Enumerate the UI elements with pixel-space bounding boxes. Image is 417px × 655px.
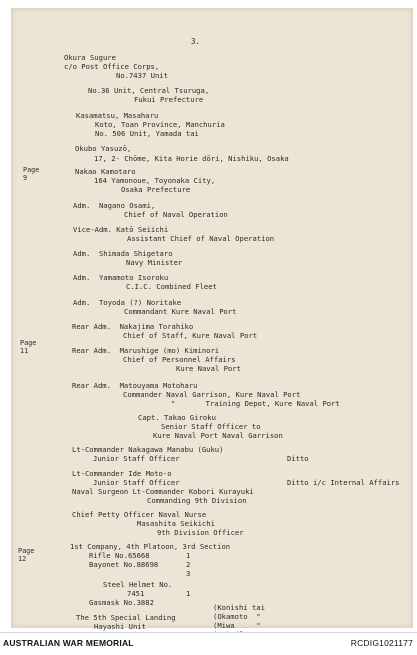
entry-ide-title: Junior Staff Officer — [93, 478, 180, 487]
entry-marushige-title: Chief of Personnel Affairs — [123, 355, 236, 364]
entry-kobori-title: Commanding 9th Division — [147, 496, 247, 505]
landing-subunit: (Miwa " — [213, 621, 261, 630]
entry-yamamoto-title: C.I.C. Combined Fleet — [126, 282, 217, 291]
entry-okura-name: Okura Sugure — [64, 53, 116, 62]
entry-masashita-rank: Chief Petty Officer Naval Nurse — [72, 510, 207, 519]
entry-okubo-name: Okubo Yasuzō, — [75, 144, 132, 153]
entry-marushige-name: Rear Adm. Marushige (mo) Kiminori — [72, 346, 220, 355]
archive-footer — [0, 632, 417, 655]
page-number: 3. — [191, 37, 201, 46]
entry-nakagawa-note: Ditto — [287, 454, 309, 463]
equipment-bayonet-qty: 2 — [186, 560, 191, 569]
margin-note-page-12: Page 12 — [18, 547, 35, 563]
margin-note-page-9: Page 9 — [23, 166, 40, 182]
entry-takao-title: Kure Naval Port Naval Garrison — [153, 431, 283, 440]
entry-kasamatsu-line: Koto, Toan Province, Manchuria — [95, 120, 225, 129]
entry-masashita-title: 9th Division Officer — [157, 528, 244, 537]
entry-kato-title: Assistant Chief of Naval Operation — [127, 234, 275, 243]
landing-unit-name: The 5th Special Landing — [76, 613, 176, 622]
unit-heading: 1st Company, 4th Platoon, 3rd Section — [70, 542, 231, 551]
equipment-rifle: Rifle No.65668 — [89, 551, 150, 560]
entry-marushige-title: Kure Naval Port — [176, 364, 241, 373]
entry-shimada-name: Adm. Shimada Shigetaro — [73, 249, 173, 258]
entry-nakao-line: Osaka Prefecture — [121, 185, 191, 194]
entry-okubo-line: 17, 2- Chōme, Kita Horie dōri, Nishiku, Osaka — [94, 154, 289, 163]
equipment-helmet: Steel Helmet No. — [103, 580, 173, 589]
entry-kasamatsu-line: No. 506 Unit, Yamada tai — [95, 129, 199, 138]
entry-kobori-name: Naval Surgeon Lt-Commander Kobori Kurayuki — [72, 487, 254, 496]
landing-unit-subname: Hayashi Unit — [94, 622, 146, 631]
entry-nakao-line: 164 Yamonoue, Toyonaka City, — [94, 176, 216, 185]
entry-takao-name: Capt. Takao Giroku — [138, 413, 216, 422]
entry-matouyama-title: Commander Naval Garrison, Kure Naval Port — [123, 390, 301, 399]
equipment-helmet-no: 7451 — [127, 589, 145, 598]
entry-shimada-title: Navy Minister — [126, 258, 183, 267]
entry-nakajima-title: Chief of Staff, Kure Naval Port — [123, 331, 258, 340]
entry-matouyama-title: " Training Depot, Kure Naval Port — [171, 399, 340, 408]
entry-kato-name: Vice-Adm. Katō Seiichi — [73, 225, 169, 234]
entry-masashita-name: Masashita Seikichi — [137, 519, 215, 528]
margin-note-page-11: Page 11 — [20, 339, 37, 355]
equipment-rifle-qty: 1 — [186, 551, 191, 560]
entry-nakagawa-title: Junior Staff Officer — [93, 454, 180, 463]
equipment-gasmask: Gasmask No.3882 — [89, 598, 154, 607]
entry-yamamoto-name: Adm. Yamamoto Isoroku — [73, 273, 169, 282]
equipment-bayonet: Bayonet No.88698 — [89, 560, 159, 569]
entry-okura-line: Fukui Prefecture — [134, 95, 204, 104]
record-id: RCDIG1021177 — [350, 638, 413, 648]
entry-matouyama-name: Rear Adm. Matouyama Motoharu — [72, 381, 198, 390]
landing-subunit: (Okamoto " — [213, 612, 261, 621]
entry-kasamatsu-name: Kasamatsu, Masaharu — [76, 111, 159, 120]
entry-takao-title: Senior Staff Officer to — [161, 422, 261, 431]
entry-nakajima-name: Rear Adm. Nakajima Torahiko — [72, 322, 194, 331]
entry-nakagawa-name: Lt-Commander Nakagawa Manabu (Guku) — [72, 445, 224, 454]
entry-toyoda-name: Adm. Toyoda (?) Noritake — [73, 298, 182, 307]
document-page — [11, 8, 413, 631]
entry-nagano-name: Adm. Nagano Osami, — [73, 201, 156, 210]
entry-toyoda-title: Commandant Kure Naval Port — [124, 307, 237, 316]
equipment-extra-qty: 3 — [186, 569, 191, 578]
entry-okura-line: No.7437 Unit — [116, 71, 168, 80]
landing-subunit: (Konishi tai — [213, 603, 265, 612]
entry-okura-line: c/o Post Office Corps, — [64, 62, 160, 71]
archive-name: AUSTRALIAN WAR MEMORIAL — [3, 638, 134, 648]
equipment-helmet-qty: 1 — [186, 589, 191, 598]
entry-okura-line: No.36 Unit, Central Tsuruga, — [88, 86, 210, 95]
entry-ide-name: Lt-Commander Ide Moto-o — [72, 469, 172, 478]
entry-nagano-title: Chief of Naval Operation — [124, 210, 228, 219]
entry-nakao-name: Nakao Kamotaro — [75, 167, 136, 176]
entry-ide-note: Ditto i/c Internal Affairs — [287, 478, 400, 487]
